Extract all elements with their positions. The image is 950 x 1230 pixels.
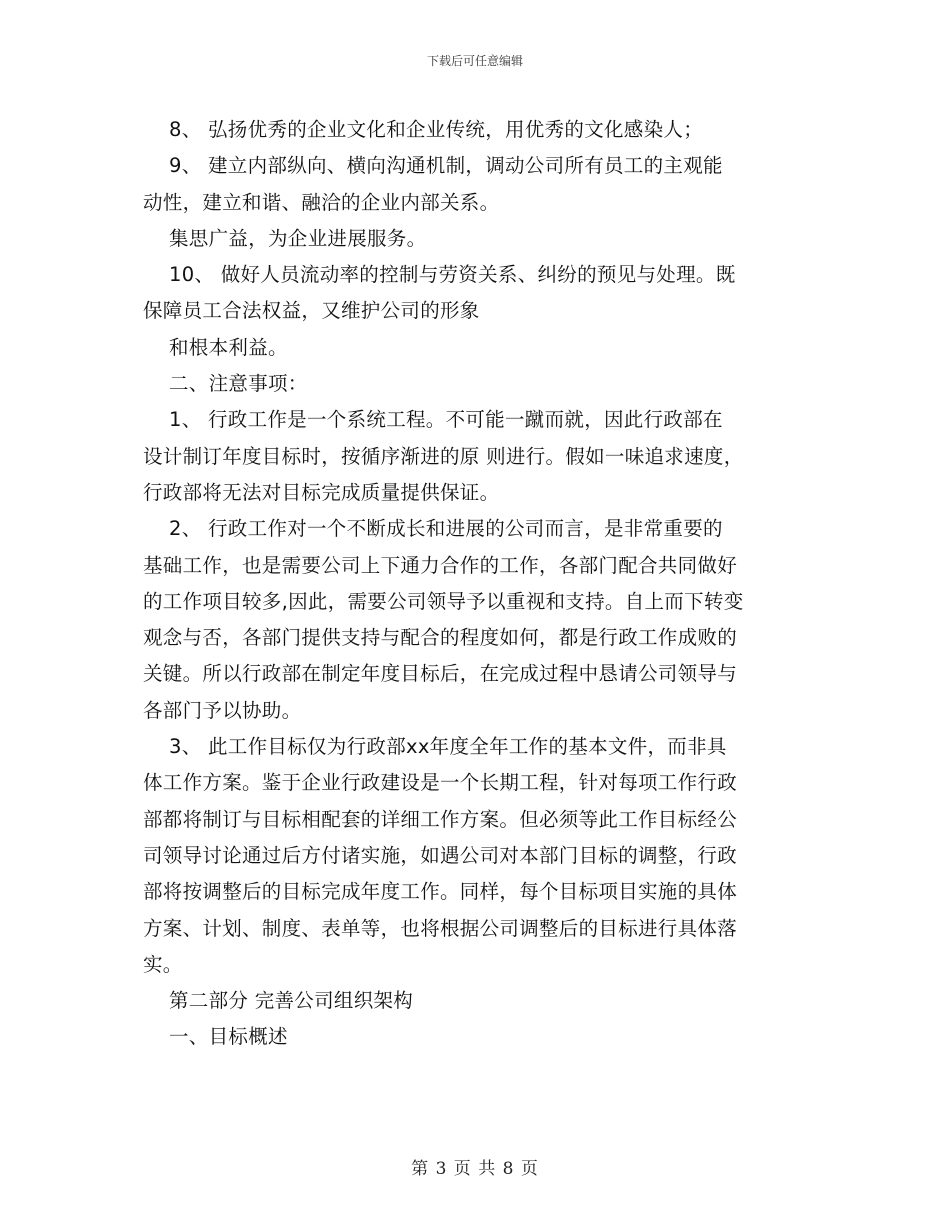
text-line: 1、 行政工作是一个系统工程。不可能一蹴而就，因此行政部在 <box>143 408 723 432</box>
text-line: 部将按调整后的目标完成年度工作。同样，每个目标项目实施的具体 <box>143 880 738 904</box>
text-line: 设计制订年度目标时，按循序渐进的原 则进行。假如一味追求速度， <box>143 444 744 468</box>
part-heading: 第二部分 完善公司组织架构 <box>143 989 414 1013</box>
section-heading: 一、目标概述 <box>143 1025 288 1049</box>
text-line: 实。 <box>143 952 183 976</box>
section-heading: 二、注意事项： <box>143 372 308 396</box>
page-header-note: 下载后可任意编辑 <box>426 54 523 68</box>
document-body <box>143 112 806 1056</box>
text-line: 体工作方案。鉴于企业行政建设是一个长期工程，针对每项工作行政 <box>143 771 738 795</box>
text-line: 部都将制订与目标相配套的详细工作方案。但必须等此工作目标经公 <box>143 807 738 831</box>
text-line: 关键。所以行政部在制定年度目标后，在完成过程中恳请公司领导与 <box>143 662 738 686</box>
text-line: 方案、计划、制度、表单等，也将根据公司调整后的目标进行具体落 <box>143 916 738 940</box>
text-line: 行政部将无法对目标完成质量提供保证。 <box>143 480 500 504</box>
text-line: 8、 弘扬优秀的企业文化和企业传统，用优秀的文化感染人； <box>143 118 703 141</box>
text-line: 和根本利益。 <box>143 335 288 359</box>
text-line: 司领导讨论通过后方付诸实施，如遇公司对本部门目标的调整，行政 <box>143 843 738 867</box>
page-number: 第 3 页 共 8 页 <box>411 1159 539 1179</box>
text-line: 集思广益，为企业进展服务。 <box>143 226 427 250</box>
text-line: 基础工作，也是需要公司上下通力合作的工作，各部门配合共同做好 <box>143 553 738 577</box>
text-line: 3、 此工作目标仅为行政部xx年度全年工作的基本文件，而非具 <box>143 735 727 759</box>
text-line: 保障员工合法权益，又维护公司的形象 <box>143 299 480 323</box>
text-line: 各部门予以协助。 <box>143 698 302 722</box>
text-line: 2、 行政工作对一个不断成长和进展的公司而言，是非常重要的 <box>143 517 723 541</box>
text-line: 动性，建立和谐、融洽的企业内部关系。 <box>143 190 500 214</box>
text-line: 10、 做好人员流动率的控制与劳资关系、纠纷的预见与处理。既 <box>143 263 736 287</box>
text-line: 观念与否，各部门提供支持与配合的程度如何，都是行政工作成败的 <box>143 626 738 650</box>
text-line: 9、 建立内部纵向、横向沟通机制，调动公司所有员工的主观能 <box>143 154 723 178</box>
text-line: 的工作项目较多,因此，需要公司领导予以重视和支持。自上而下转变 <box>143 589 744 613</box>
